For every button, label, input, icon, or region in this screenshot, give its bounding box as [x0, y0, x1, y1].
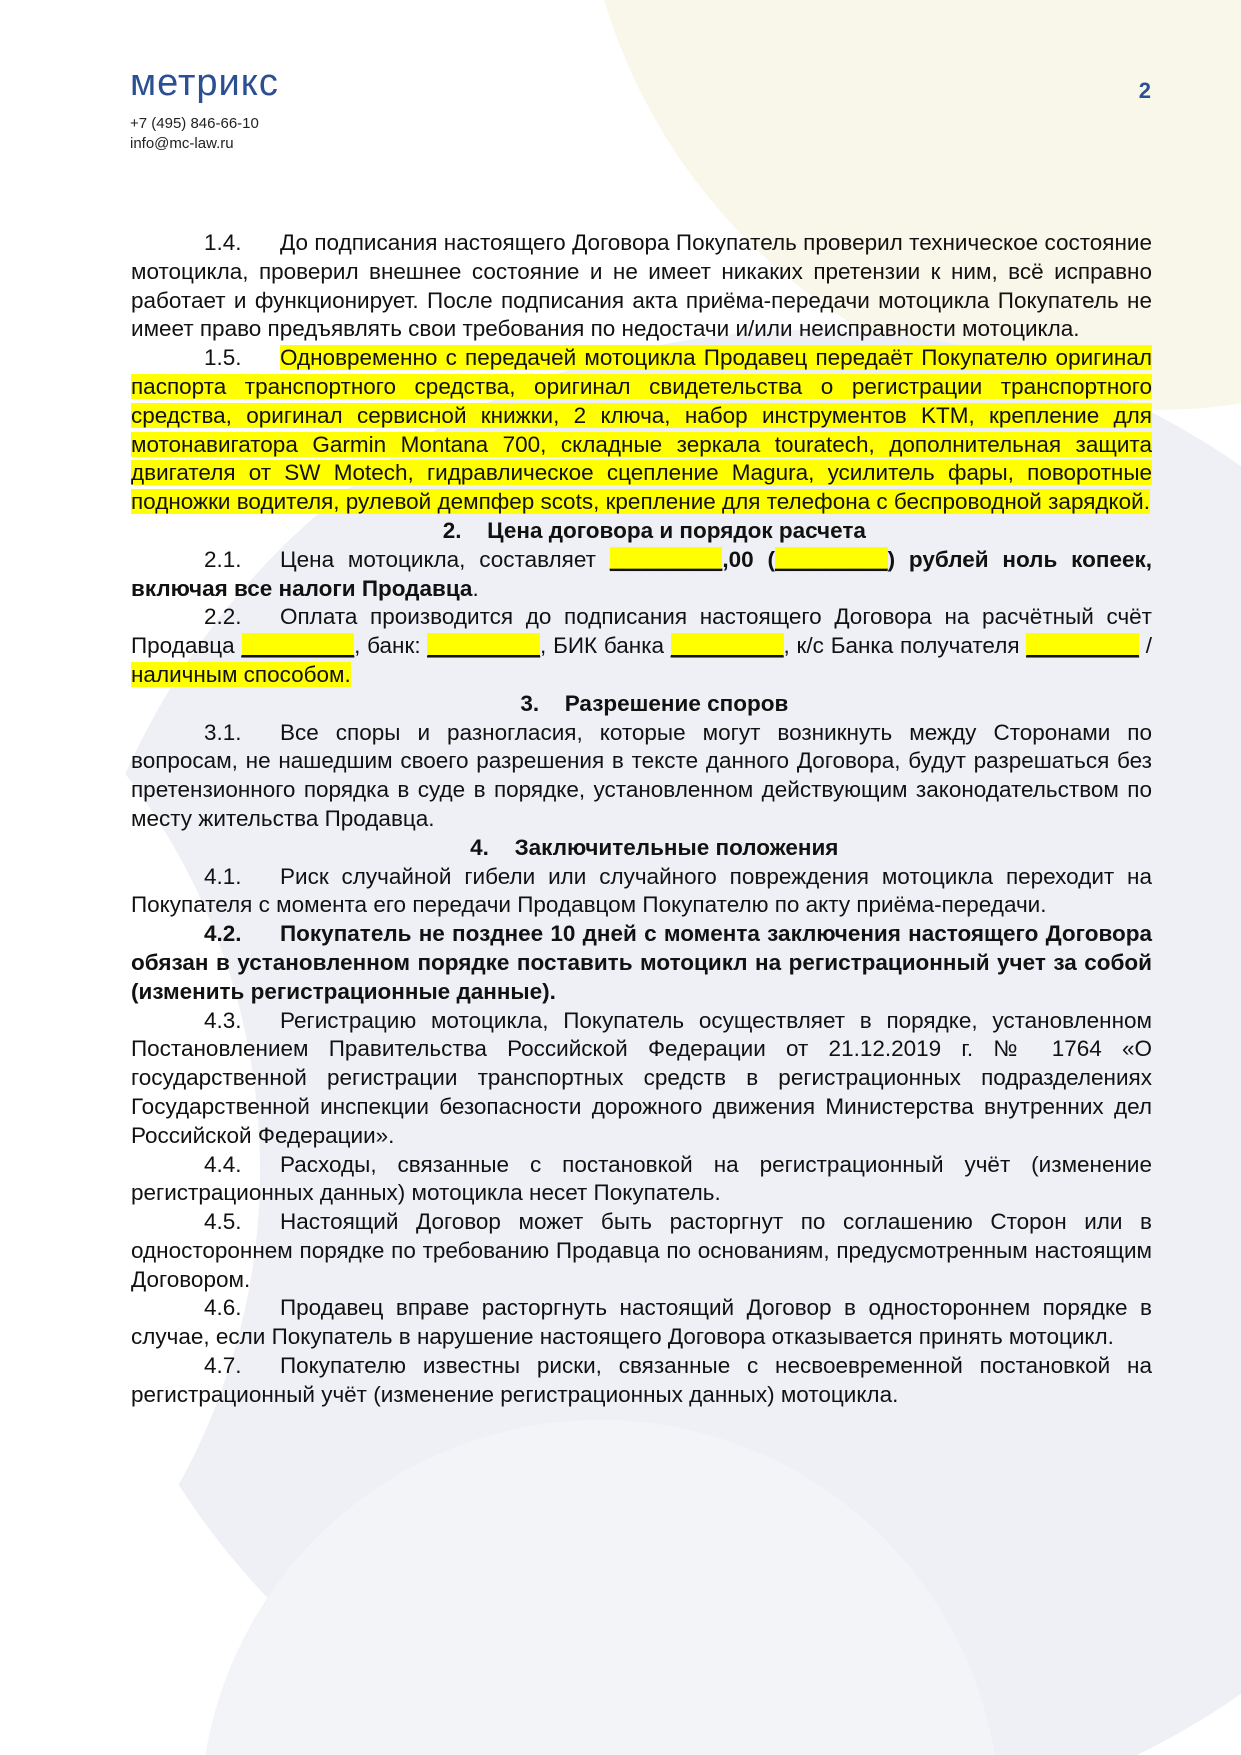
clause-number: 4.6. [204, 1295, 242, 1321]
letterhead [130, 62, 279, 154]
section-heading-4 [131, 834, 1152, 863]
cash-option-text: наличным способом. [131, 661, 351, 687]
clause-number: 4.3. [204, 1007, 242, 1033]
highlighted-clause-text: Одновременно с передачей мотоцикла Продавец передаёт Покупателю оригинал паспорта транспортного средства, оригинал свидетельства о регистрации транспортного средства, оригинал сервисной книжки, 2 ключа, набор инструментов KTM, крепление для мотонавигатора Garmin Montana 700, складные зеркала touratech, дополнительная защита двигателя от SW Motech, гидравлическое сцепление Magura, усилитель фары, поворотные подножки водителя, рулевой демпфер scots, крепление для телефона с беспроводной зарядкой. [131, 345, 1152, 515]
clause-number: 3.1. [204, 719, 242, 745]
clause-number: 4.2. [204, 921, 242, 947]
clause-2-1 [131, 546, 1152, 604]
clause-text: ) рублей ноль копеек, включая все налоги Продавца [131, 546, 1152, 601]
clause-number: 4.1. [204, 863, 242, 889]
corr-account-blank-field: _________ [1026, 633, 1139, 659]
clause-text: / [1138, 633, 1152, 659]
price-blank-field: _________ [609, 546, 723, 572]
account-blank-field: _________ [241, 633, 355, 659]
section-number: 4. [470, 834, 489, 860]
clause-4-4 [131, 1151, 1152, 1209]
clause-text: До подписания настоящего Договора Покупатель проверил техническое состояние мотоцикла, проверил внешнее состояние и не имеет никаких претензии к ним, всё исправно работает и функционирует. После подписания акта приёма-передачи мотоцикла Покупатель не имеет право предъявлять свои требования по недостачи и/или неисправности мотоцикла. [131, 230, 1152, 342]
clause-text: , БИК банка [540, 633, 671, 659]
clause-text: Цена мотоцикла, составляет [280, 546, 610, 572]
clause-text: Продавец вправе расторгнуть настоящий Договор в одностороннем порядке в случае, если Покупатель в нарушение настоящего Договора отказывается принять мотоцикл. [131, 1295, 1152, 1350]
clause-number: 2.1. [204, 546, 242, 572]
clause-text: , к/с Банка получателя [783, 633, 1027, 659]
clause-text: Риск случайной гибели или случайного повреждения мотоцикла переходит на Покупателя с момента его передачи Продавцом Покупателю по акту приёма-передачи. [131, 863, 1152, 918]
clause-text: Все споры и разногласия, которые могут возникнуть между Сторонами по вопросам, не нашедшим своего разрешения в тексте данного Договора, будут разрешаться без претензионного порядка в суде в порядке, установленном действующим законодательством по месту жительства Продавца. [131, 719, 1152, 831]
clause-3-1 [131, 719, 1152, 834]
clause-4-7 [131, 1352, 1152, 1410]
clause-1-5 [131, 344, 1152, 517]
section-number: 2. [442, 517, 462, 543]
clause-text: ,00 ( [722, 546, 775, 572]
clause-4-6 [131, 1294, 1152, 1352]
company-logo: метрикс [130, 62, 279, 104]
clause-text: . [472, 575, 479, 601]
clause-text: , банк: [354, 633, 428, 659]
contact-block [130, 114, 279, 154]
clause-text: Расходы, связанные с постановкой на регистрационный учёт (изменение регистрационных данных) мотоцикла несет Покупатель. [131, 1151, 1152, 1206]
clause-number: 1.5. [204, 345, 242, 371]
clause-4-5 [131, 1208, 1152, 1294]
clause-4-2 [131, 920, 1152, 1006]
section-title: Цена договора и порядок расчета [487, 517, 866, 543]
clause-number: 4.4. [204, 1151, 242, 1177]
clause-number: 4.5. [204, 1209, 242, 1235]
clause-4-1 [131, 863, 1152, 921]
clause-number: 2.2. [204, 604, 242, 630]
section-title: Заключительные положения [514, 834, 839, 860]
page-number: 2 [1138, 78, 1151, 103]
bik-blank-field: _________ [670, 633, 784, 659]
clause-4-3 [131, 1007, 1152, 1151]
clause-text: Оплата производится до подписания настоящего Договора на расчётный счёт Продавца [131, 604, 1152, 659]
section-heading-2 [131, 517, 1152, 546]
bank-blank-field: _________ [427, 633, 541, 659]
clause-text: Покупатель не позднее 10 дней с момента заключения настоящего Договора обязан в установленном порядке поставить мотоцикл на регистрационный учет за собой (изменить регистрационные данные). [131, 921, 1152, 1004]
clause-number: 4.7. [204, 1353, 242, 1379]
clause-text: Регистрацию мотоцикла, Покупатель осуществляет в порядке, установленном Постановлением Правительства Российской Федерации от 21.12.2019 г. № 1764 «О государственной регистрации транспортных средств в регистрационных подразделениях Государственной инспекции безопасности дорожного движения Министерства внутренних дел Российской Федерации». [131, 1007, 1152, 1148]
clause-number: 1.4. [204, 230, 242, 255]
section-heading-3 [131, 690, 1152, 719]
document-body [131, 229, 1152, 1410]
contact-phone: +7 (495) 846-66-10 [130, 115, 259, 132]
section-number: 3. [520, 690, 540, 716]
contact-email: info@mc-law.ru [130, 135, 234, 152]
clause-text: Настоящий Договор может быть расторгнут по соглашению Сторон или в одностороннем порядке по требованию Продавца по основаниям, предусмотренным настоящим Договором. [131, 1209, 1152, 1292]
clause-1-4 [131, 229, 1152, 344]
clause-text: Покупателю известны риски, связанные с несвоевременной постановкой на регистрационный учёт (изменение регистрационных данных) мотоцикла. [131, 1353, 1152, 1407]
price-words-blank-field: _________ [774, 546, 888, 572]
section-title: Разрешение споров [564, 690, 789, 716]
clause-2-2 [131, 603, 1152, 689]
